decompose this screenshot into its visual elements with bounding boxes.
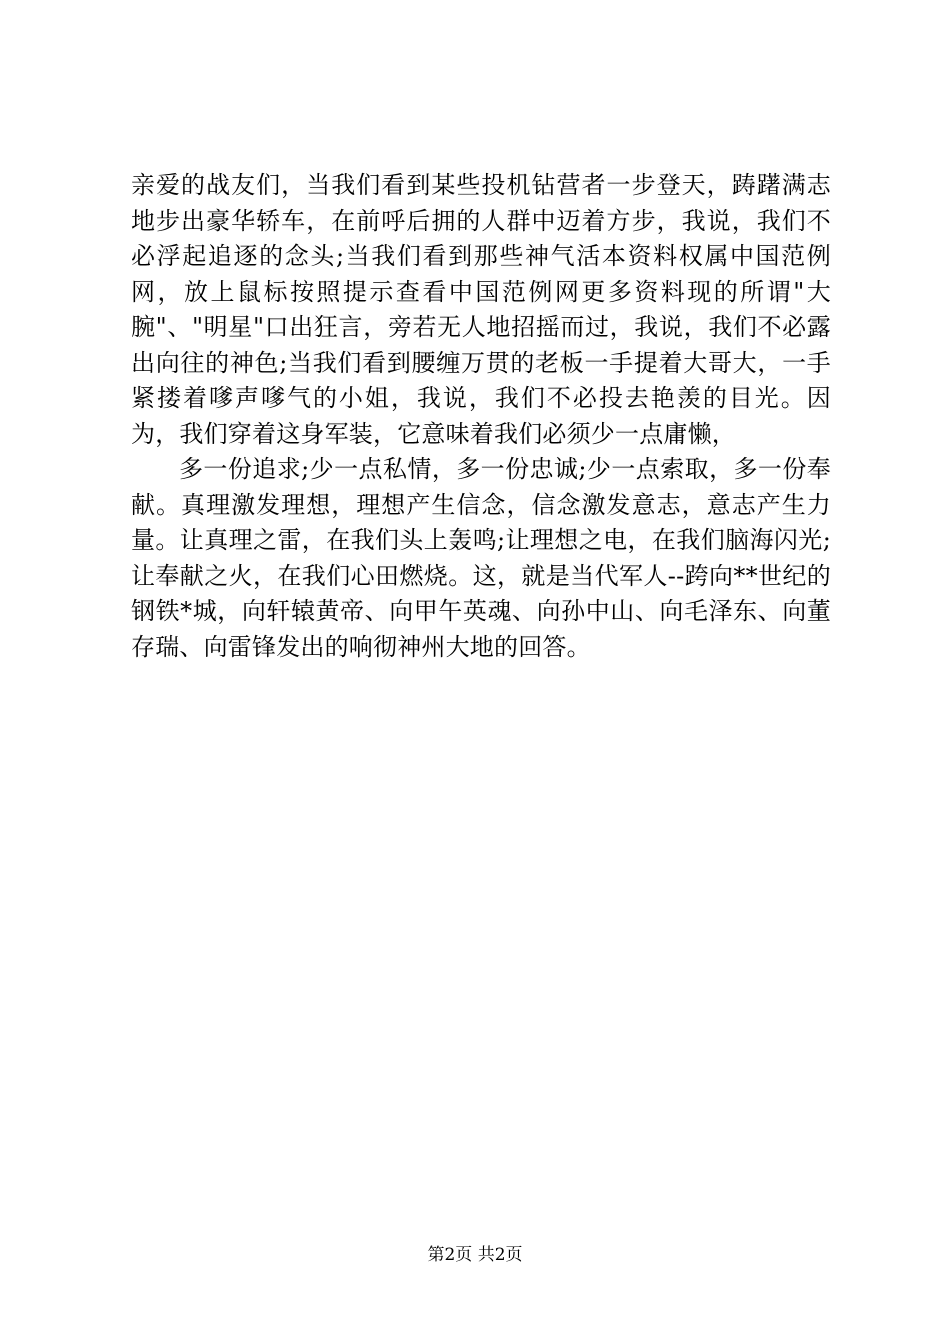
document-body <box>131 168 831 665</box>
paragraph-1: 亲爱的战友们，当我们看到某些投机钻营者一步登天，踌躇满志地步出豪华轿车，在前呼后拥的人群中迈着方步，我说，我们不必浮起追逐的念头;当我们看到那些神气活本资料权属中国范例网，放上鼠标按照提示查看中国范例网更多资料现的所谓"大腕"、"明星"口出狂言，旁若无人地招摇而过，我说，我们不必露出向往的神色;当我们看到腰缠万贯的老板一手提着大哥大，一手紧搂着嗲声嗲气的小姐，我说，我们不必投去艳羡的目光。因为，我们穿着这身军装，它意味着我们必须少一点庸懒， <box>131 171 831 448</box>
paragraph-2: 多一份追求;少一点私情，多一份忠诚;少一点索取，多一份奉献。真理激发理想，理想产生信念，信念激发意志，意志产生力量。让真理之雷，在我们头上轰鸣;让理想之电，在我们脑海闪光;让奉献之火，在我们心田燃烧。这，就是当代军人--跨向**世纪的钢铁*城，向轩辕黄帝、向甲午英魂、向孙中山、向毛泽东、向董存瑞、向雷锋发出的响彻神州大地的回答。 <box>131 455 831 661</box>
page-footer: 第2页 共2页 <box>427 1245 523 1265</box>
